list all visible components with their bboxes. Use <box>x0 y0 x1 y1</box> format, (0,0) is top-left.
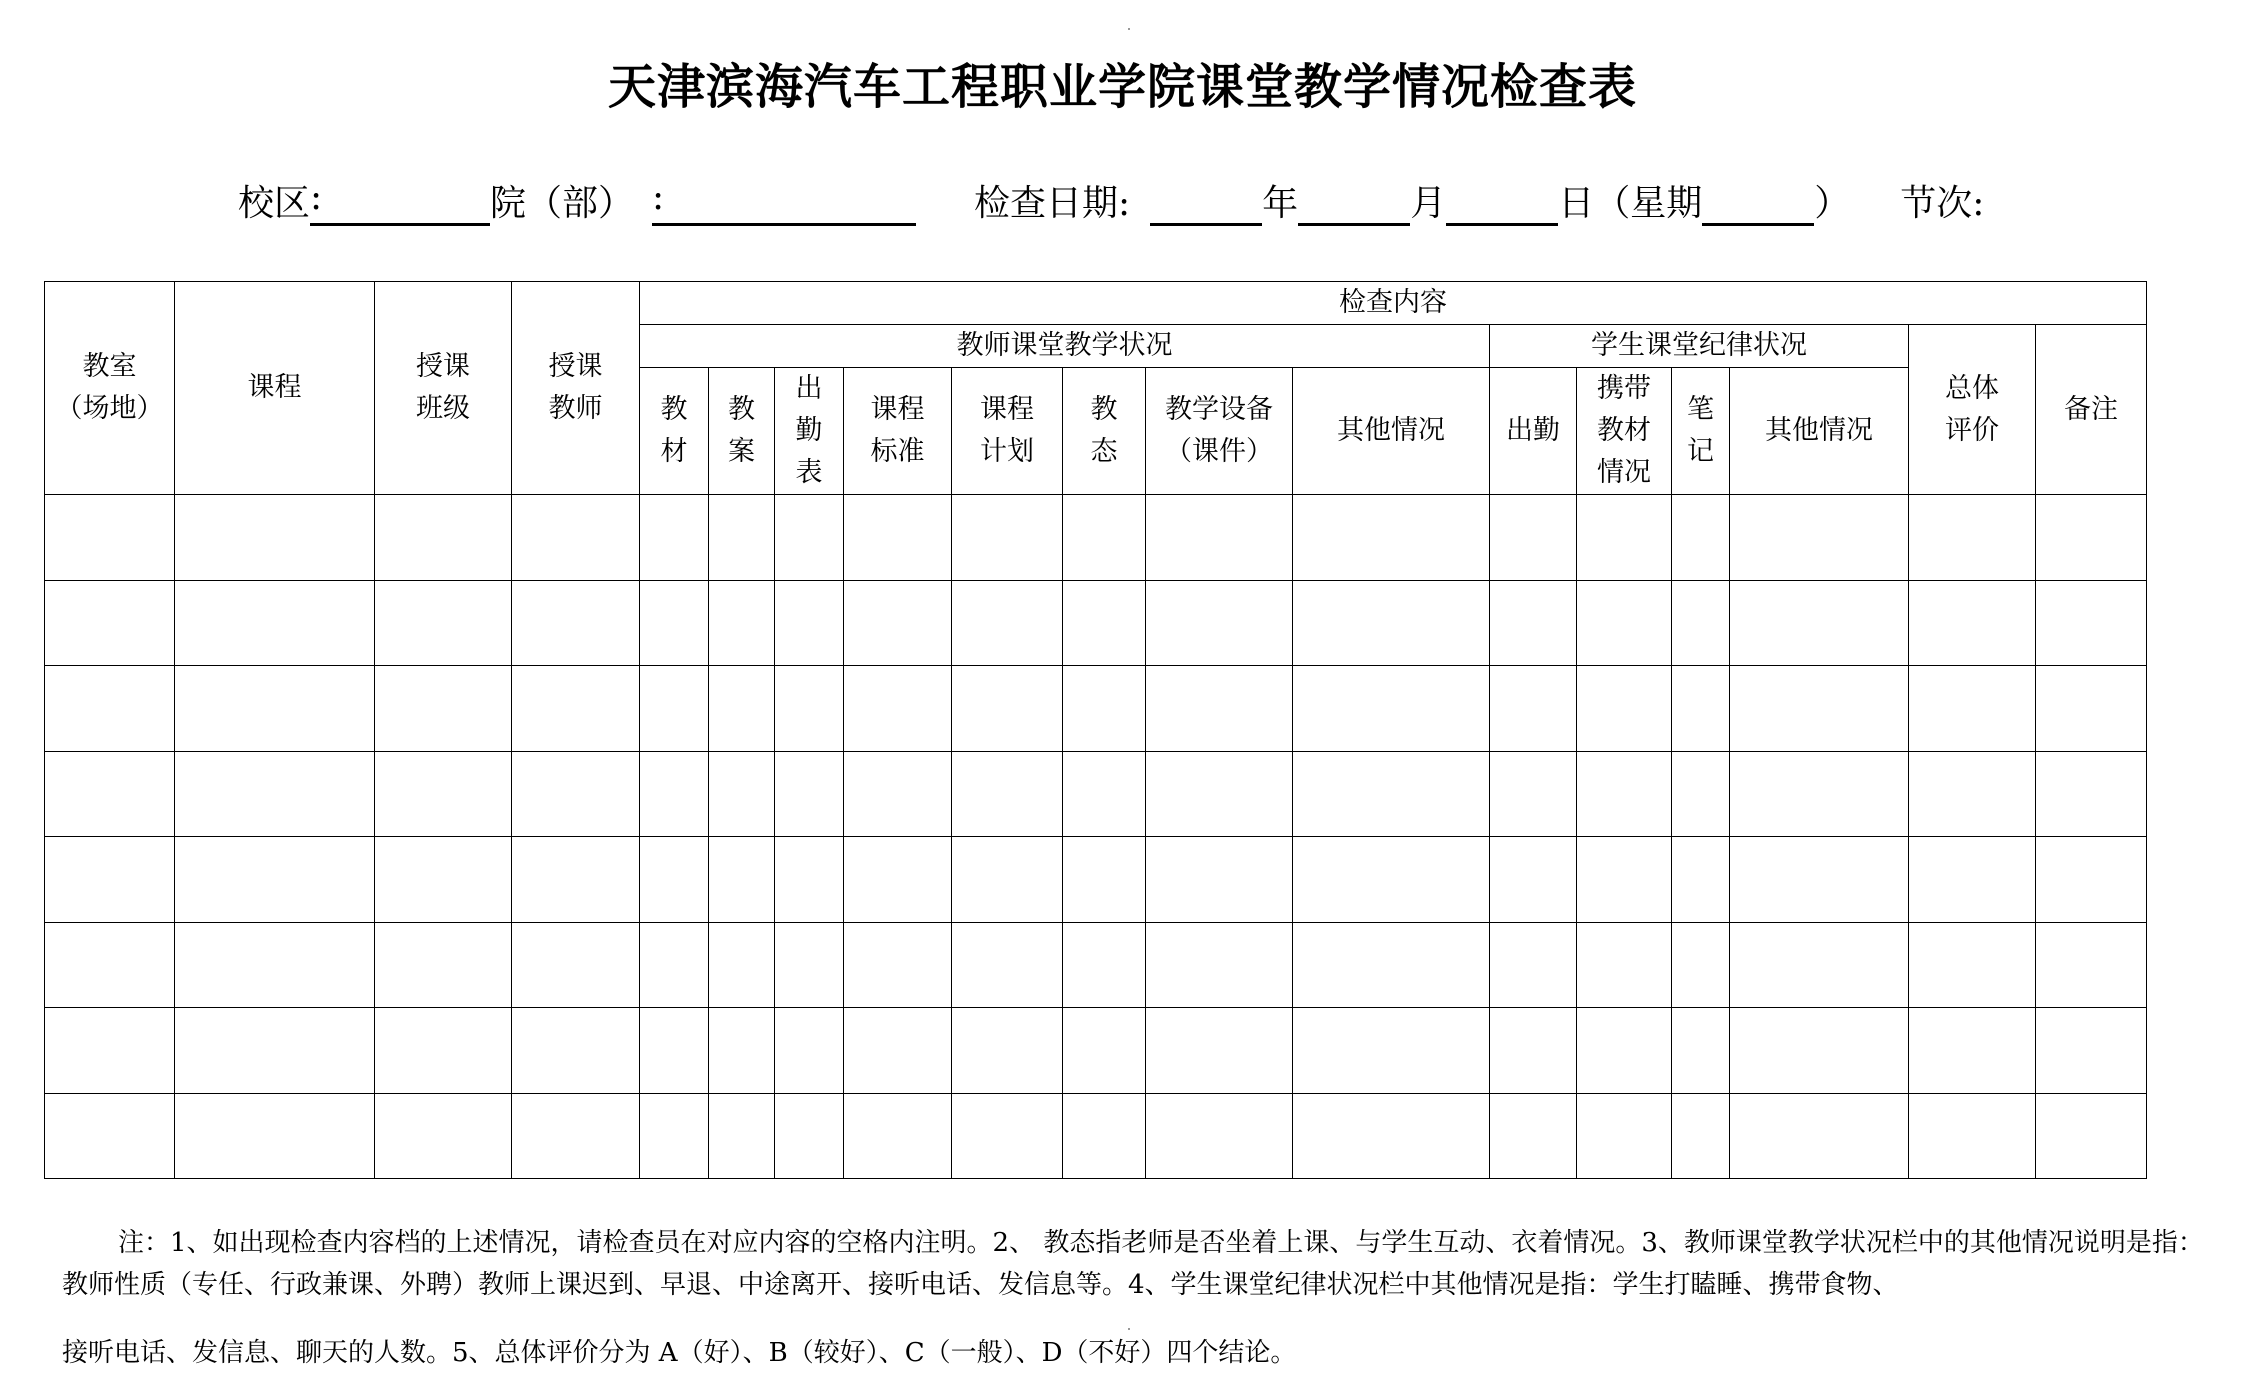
table-cell[interactable] <box>375 837 512 923</box>
page-title: 天津滨海汽车工程职业学院课堂教学情况检查表 <box>607 59 1637 115</box>
table-cell[interactable] <box>1730 837 1909 923</box>
table-cell[interactable] <box>775 751 844 837</box>
header-teacher-col: 课程 标准 <box>844 368 952 495</box>
table-cell[interactable] <box>1730 580 1909 666</box>
header-student-col: 携带 教材 情况 <box>1577 368 1672 495</box>
table-cell[interactable] <box>1909 666 2036 752</box>
header-teacher-col: 课程 计划 <box>952 368 1063 495</box>
table-cell[interactable] <box>45 751 175 837</box>
table-row <box>45 1093 2147 1179</box>
table-cell[interactable] <box>1146 666 1293 752</box>
table-cell[interactable] <box>844 922 952 1008</box>
table-cell[interactable] <box>1146 837 1293 923</box>
day-field[interactable] <box>1446 177 1558 226</box>
table-cell[interactable] <box>2036 837 2147 923</box>
table-cell[interactable] <box>512 751 640 837</box>
table-cell[interactable] <box>709 495 775 581</box>
table-cell[interactable] <box>512 1008 640 1094</box>
table-cell[interactable] <box>2036 495 2147 581</box>
table-cell[interactable] <box>709 1008 775 1094</box>
table-cell[interactable] <box>375 1093 512 1179</box>
table-cell[interactable] <box>1490 837 1577 923</box>
campus-field[interactable]: : <box>310 177 490 226</box>
table-cell[interactable] <box>775 580 844 666</box>
table-cell[interactable] <box>1293 751 1490 837</box>
table-cell[interactable] <box>640 666 709 752</box>
table-cell[interactable] <box>1146 751 1293 837</box>
table-cell[interactable] <box>175 495 375 581</box>
table-cell[interactable] <box>45 1093 175 1179</box>
table-cell[interactable] <box>512 580 640 666</box>
header-student-col: 笔 记 <box>1672 368 1730 495</box>
table-cell[interactable] <box>1293 495 1490 581</box>
weekday-field[interactable] <box>1702 177 1814 226</box>
table-cell[interactable] <box>775 1008 844 1094</box>
table-cell[interactable] <box>1672 1008 1730 1094</box>
table-cell[interactable] <box>1063 837 1146 923</box>
table-row <box>45 580 2147 666</box>
date-label: 检查日期: <box>974 183 1131 224</box>
table-cell[interactable] <box>1672 580 1730 666</box>
period-label: 节次: <box>1900 183 1985 224</box>
inspection-table <box>44 281 2147 1179</box>
table-cell[interactable] <box>175 666 375 752</box>
table-cell[interactable] <box>844 1008 952 1094</box>
table-cell[interactable] <box>844 495 952 581</box>
table-cell[interactable] <box>1909 1093 2036 1179</box>
table-cell[interactable] <box>952 837 1063 923</box>
table-row <box>45 751 2147 837</box>
table-cell[interactable] <box>1063 1008 1146 1094</box>
table-row <box>45 1008 2147 1094</box>
table-cell[interactable] <box>45 495 175 581</box>
table-cell[interactable] <box>775 922 844 1008</box>
table-row <box>45 495 2147 581</box>
table-cell[interactable] <box>175 1008 375 1094</box>
table-cell[interactable] <box>1490 580 1577 666</box>
table-cell[interactable] <box>1146 1093 1293 1179</box>
table-cell[interactable] <box>1672 1093 1730 1179</box>
header-teacher-col: 其他情况 <box>1293 368 1490 495</box>
table-cell[interactable] <box>375 922 512 1008</box>
table-cell[interactable] <box>1490 922 1577 1008</box>
day-weekday-label: 日（星期 <box>1558 183 1703 224</box>
table-cell[interactable] <box>175 837 375 923</box>
table-cell[interactable] <box>1063 580 1146 666</box>
table-cell[interactable] <box>175 1093 375 1179</box>
month-field[interactable] <box>1298 177 1410 226</box>
table-cell[interactable] <box>640 495 709 581</box>
table-cell[interactable] <box>45 666 175 752</box>
table-cell[interactable] <box>952 1093 1063 1179</box>
table-cell[interactable] <box>709 1093 775 1179</box>
table-cell[interactable] <box>1909 751 2036 837</box>
year-label: 年 <box>1262 183 1299 224</box>
table-cell[interactable] <box>1063 495 1146 581</box>
table-cell[interactable] <box>1293 1093 1490 1179</box>
table-cell[interactable] <box>952 922 1063 1008</box>
footnote: 注：1、如出现检查内容档的上述情况，请检查员在对应内容的空格内注明。2、 教态指老师是否坐着上课、与学生互动、衣着情况。3、教师课堂教学状况栏中的其他情况说明是指：教师性质（专任、行政兼课、外聘）教师上课迟到、早退、中途离开、接听电话、发信息等。4、学生课堂纪律状况栏中其他情况是指：学生打瞌睡、携带食物、 <box>62 1228 2204 1300</box>
table-cell[interactable] <box>2036 1093 2147 1179</box>
table-cell[interactable] <box>175 922 375 1008</box>
table-cell[interactable] <box>1577 837 1672 923</box>
table-cell[interactable] <box>45 580 175 666</box>
table-cell[interactable] <box>1063 922 1146 1008</box>
table-cell[interactable] <box>844 837 952 923</box>
table-cell[interactable] <box>1672 495 1730 581</box>
table-cell[interactable] <box>1577 751 1672 837</box>
table-cell[interactable] <box>640 837 709 923</box>
table-cell[interactable] <box>1146 1008 1293 1094</box>
table-cell[interactable] <box>709 666 775 752</box>
table-cell[interactable] <box>1146 922 1293 1008</box>
table-cell[interactable] <box>640 922 709 1008</box>
table-cell[interactable] <box>2036 751 2147 837</box>
dept-field[interactable]: : <box>652 177 916 226</box>
table-cell[interactable] <box>512 1093 640 1179</box>
table-cell[interactable] <box>1490 1093 1577 1179</box>
table-cell[interactable] <box>1063 751 1146 837</box>
table-cell[interactable] <box>1490 751 1577 837</box>
close-paren: ） <box>1814 183 1851 224</box>
table-cell[interactable] <box>952 751 1063 837</box>
table-cell[interactable] <box>375 495 512 581</box>
header-student-col: 出勤 <box>1490 368 1577 495</box>
table-cell[interactable] <box>1672 837 1730 923</box>
table-cell[interactable] <box>512 666 640 752</box>
table-cell[interactable] <box>375 666 512 752</box>
header-remarks: 备注 <box>2036 325 2147 495</box>
table-cell[interactable] <box>709 837 775 923</box>
table-cell[interactable] <box>1672 666 1730 752</box>
header-teacher: 授课 教师 <box>512 282 640 495</box>
table-cell[interactable] <box>1063 666 1146 752</box>
footnote-tail: 接听电话、发信息、聊天的人数。5、总体评价分为 A（好）、B（较好）、C（一般）、D（不好）四个结论。 <box>62 1338 1297 1368</box>
header-teacher-col: 教学设备 （课件） <box>1146 368 1293 495</box>
table-cell[interactable] <box>775 495 844 581</box>
table-cell[interactable] <box>952 666 1063 752</box>
dept-label: 院（部） <box>490 183 635 224</box>
header-classroom: 教室 （场地） <box>45 282 175 495</box>
header-check-content: 检查内容 <box>640 282 2147 325</box>
table-cell[interactable] <box>2036 666 2147 752</box>
table-cell[interactable] <box>45 922 175 1008</box>
table-cell[interactable] <box>512 837 640 923</box>
table-cell[interactable] <box>1293 1008 1490 1094</box>
table-cell[interactable] <box>1672 922 1730 1008</box>
table-cell[interactable] <box>1490 495 1577 581</box>
header-teacher-col: 教 材 <box>640 368 709 495</box>
table-cell[interactable] <box>1909 922 2036 1008</box>
table-cell[interactable] <box>1730 1093 1909 1179</box>
table-cell[interactable] <box>375 1008 512 1094</box>
table-cell[interactable] <box>1577 1093 1672 1179</box>
table-cell[interactable] <box>1293 666 1490 752</box>
table-cell[interactable] <box>375 751 512 837</box>
campus-label: 校区 <box>238 183 311 224</box>
table-cell[interactable] <box>775 837 844 923</box>
table-cell[interactable] <box>775 666 844 752</box>
table-cell[interactable] <box>1063 1093 1146 1179</box>
table-row <box>45 922 2147 1008</box>
table-cell[interactable] <box>1577 1008 1672 1094</box>
table-cell[interactable] <box>952 495 1063 581</box>
table-cell[interactable] <box>1730 666 1909 752</box>
header-overall: 总体 评价 <box>1909 325 2036 495</box>
table-cell[interactable] <box>844 1093 952 1179</box>
table-cell[interactable] <box>844 666 952 752</box>
table-cell[interactable] <box>1577 922 1672 1008</box>
table-cell[interactable] <box>1577 666 1672 752</box>
table-cell[interactable] <box>2036 1008 2147 1094</box>
table-cell[interactable] <box>1909 580 2036 666</box>
header-student-status: 学生课堂纪律状况 <box>1490 325 1909 368</box>
table-cell[interactable] <box>1730 1008 1909 1094</box>
table-cell[interactable] <box>1730 922 1909 1008</box>
table-cell[interactable] <box>709 922 775 1008</box>
table-cell[interactable] <box>640 751 709 837</box>
table-cell[interactable] <box>2036 580 2147 666</box>
month-label: 月 <box>1410 183 1447 224</box>
header-teacher-col: 出 勤 表 <box>775 368 844 495</box>
table-cell[interactable] <box>1293 580 1490 666</box>
table-cell[interactable] <box>375 580 512 666</box>
header-class: 授课 班级 <box>375 282 512 495</box>
table-cell[interactable] <box>640 1008 709 1094</box>
scan-dot <box>1128 28 1130 30</box>
table-cell[interactable] <box>640 1093 709 1179</box>
table-cell[interactable] <box>1293 837 1490 923</box>
header-teacher-status: 教师课堂教学状况 <box>640 325 1490 368</box>
table-cell[interactable] <box>1577 580 1672 666</box>
table-cell[interactable] <box>1672 751 1730 837</box>
table-cell[interactable] <box>45 837 175 923</box>
table-cell[interactable] <box>1909 1008 2036 1094</box>
header-info-line <box>238 170 1984 226</box>
table-cell[interactable] <box>844 751 952 837</box>
table-cell[interactable] <box>1293 922 1490 1008</box>
header-teacher-col: 教 案 <box>709 368 775 495</box>
header-teacher-col: 教 态 <box>1063 368 1146 495</box>
table-cell[interactable] <box>1146 580 1293 666</box>
header-course: 课程 <box>175 282 375 495</box>
header-student-col: 其他情况 <box>1730 368 1909 495</box>
table-cell[interactable] <box>1909 837 2036 923</box>
table-cell[interactable] <box>709 751 775 837</box>
scan-dot <box>1128 1328 1130 1330</box>
table-cell[interactable] <box>1490 1008 1577 1094</box>
table-cell[interactable] <box>512 495 640 581</box>
table-cell[interactable] <box>1577 495 1672 581</box>
table-cell[interactable] <box>640 580 709 666</box>
year-field[interactable] <box>1150 177 1262 226</box>
table-row <box>45 837 2147 923</box>
table-cell[interactable] <box>45 1008 175 1094</box>
table-cell[interactable] <box>1730 751 1909 837</box>
table-cell[interactable] <box>952 580 1063 666</box>
table-cell[interactable] <box>775 1093 844 1179</box>
table-cell[interactable] <box>2036 922 2147 1008</box>
table-cell[interactable] <box>175 580 375 666</box>
table-cell[interactable] <box>1490 666 1577 752</box>
table-cell[interactable] <box>175 751 375 837</box>
table-cell[interactable] <box>844 580 952 666</box>
table-cell[interactable] <box>512 922 640 1008</box>
table-row <box>45 666 2147 752</box>
table-cell[interactable] <box>1146 495 1293 581</box>
table-cell[interactable] <box>952 1008 1063 1094</box>
table-cell[interactable] <box>1909 495 2036 581</box>
table-cell[interactable] <box>709 580 775 666</box>
table-cell[interactable] <box>1730 495 1909 581</box>
